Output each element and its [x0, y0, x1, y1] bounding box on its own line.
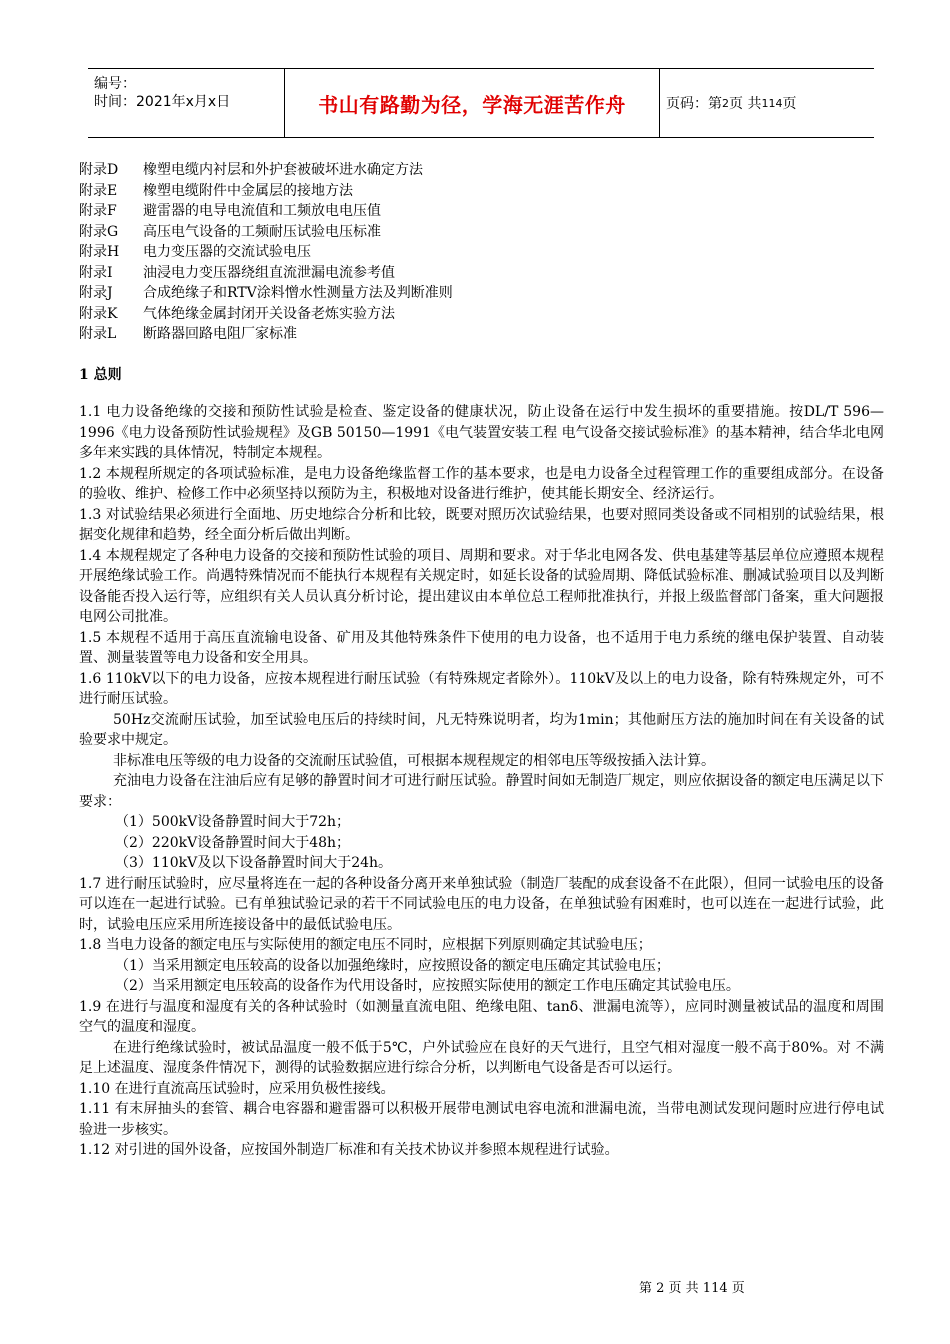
page-mid: 页 共	[729, 96, 762, 112]
appendix-title: 避雷器的电导电流值和工频放电电压值	[143, 203, 381, 219]
header-page-info	[666, 69, 874, 137]
appendix-item	[79, 181, 884, 202]
paragraph: 1.6 110kV以下的电力设备，应按本规程进行耐压试验（有特殊规定者除外）。110kV及以上的电力设备，除有特殊规定外，可不进行耐压试验。	[79, 670, 884, 707]
appendix-key: 附录F	[79, 203, 117, 219]
appendix-title: 气体绝缘金属封闭开关设备老炼实验方法	[143, 305, 395, 322]
appendix-item	[79, 222, 884, 243]
header-motto: 书山有路勤为径，学海无涯苦作舟	[284, 69, 660, 137]
paragraph: 非标准电压等级的电力设备的交流耐压试验值，可根据本规程规定的相邻电压等级按插入法计算。	[113, 752, 715, 769]
appendix-key: 附录I	[79, 264, 113, 281]
paragraph: 在进行绝缘试验时，被试品温度一般不低于5℃，户外试验应在良好的天气进行，且空气相对湿度一般不高于80%。对 不满足上述温度、湿度条件情况下，测得的试验数据应进行综合分析，以判断电气设备是否可以运行。	[79, 1039, 884, 1076]
appendix-key: 附录H	[79, 244, 120, 260]
paragraph: （3）110kV及以下设备静置时间大于24h。	[115, 855, 393, 871]
header-meta	[88, 69, 284, 137]
section-paragraphs	[79, 402, 884, 1161]
section-title: 1 总则	[79, 366, 122, 383]
paragraph: 1.5 本规程不适用于高压直流输电设备、矿用及其他特殊条件下使用的电力设备，也不适用于电力系统的继电保护装置、自动装置、测量装置等电力设备和安全用具。	[79, 629, 884, 666]
paragraph: 1.8 当电力设备的额定电压与实际使用的额定电压不同时，应根据下列原则确定其试验电压；	[79, 937, 652, 953]
paragraph: 充油电力设备在注油后应有足够的静置时间才可进行耐压试验。静置时间如无制造厂规定，则应依据设备的额定电压满足以下要求：	[79, 773, 884, 810]
appendix-key: 附录G	[79, 223, 119, 240]
page-footer: 第 2 页 共 114 页	[639, 1281, 745, 1296]
paragraph: 1.9 在进行与温度和湿度有关的各种试验时（如测量直流电阻、绝缘电阻、tanδ、泄漏电流等），应同时测量被试品的温度和周围空气的温度和湿度。	[79, 998, 884, 1035]
paragraph: 1.7 进行耐压试验时，应尽量将连在一起的各种设备分离开来单独试验（制造厂装配的成套设备不在此限），但同一试验电压的设备可以连在一起进行试验。已有单独试验记录的若干不同试验电压的电力设备，在单独试验有困难时，也可以连在一起进行试验，此时，试验电压应采用所连接设备中的最低试验电压。	[79, 875, 884, 933]
paragraph: 50Hz交流耐压试验，加至试验电压后的持续时间，凡无特殊说明者，均为1min；其他耐压方法的施加时间在有关设备的试验要求中规定。	[79, 711, 884, 748]
appendix-list	[79, 160, 884, 345]
appendix-item	[79, 160, 884, 181]
paragraph: （2）220kV设备静置时间大于48h；	[115, 834, 351, 851]
appendix-key: 附录J	[79, 285, 113, 301]
appendix-title: 合成绝缘子和RTV涂料憎水性测量方法及判断准则	[143, 285, 453, 301]
appendix-item	[79, 304, 884, 325]
doc-time-label: 时间：2021年x月x日	[94, 94, 231, 110]
appendix-item	[79, 283, 884, 304]
page-total: 114	[761, 96, 783, 110]
paragraph: 1.1 电力设备绝缘的交接和预防性试验是检查、鉴定设备的健康状况，防止设备在运行中发生损坏的重要措施。按DL/T 596—1996《电力设备预防性试验规程》及GB 50150—1991《电气装置安装工程 电气设备交接试验标准》的基本精神，结合华北电网多年来实践的具体情况，特制定本规程。	[79, 404, 884, 461]
appendix-title: 橡塑电缆附件中金属层的接地方法	[143, 182, 353, 199]
appendix-title: 高压电气设备的工频耐压试验电压标准	[143, 223, 381, 240]
appendix-item	[79, 201, 884, 222]
paragraph: 1.11 有末屏抽头的套管、耦合电容器和避雷器可以积极开展带电测试电容电流和泄漏电流，当带电测试发现问题时应进行停电试验进一步核实。	[79, 1101, 884, 1138]
appendix-item	[79, 242, 884, 263]
paragraph: 1.2 本规程所规定的各项试验标准，是电力设备绝缘监督工作的基本要求，也是电力设备全过程管理工作的重要组成部分。在设备的验收、维护、检修工作中必须坚持以预防为主，积极地对设备进行维护，使其能长期安全、经济运行。	[79, 465, 884, 502]
paragraph: （1）500kV设备静置时间大于72h；	[115, 814, 351, 830]
page-number: 2	[722, 96, 729, 110]
appendix-title: 橡塑电缆内衬层和外护套被破坏进水确定方法	[143, 162, 423, 178]
page-suffix: 页	[782, 96, 797, 112]
appendix-title: 电力变压器的交流试验电压	[143, 244, 311, 260]
page-prefix: 页码：第	[666, 96, 722, 112]
appendix-title: 油浸电力变压器绕组直流泄漏电流参考值	[143, 264, 395, 281]
page-header	[88, 68, 874, 138]
paragraph: 1.4 本规程规定了各种电力设备的交接和预防性试验的项目、周期和要求。对于华北电网各发、供电基建等基层单位应遵照本规程开展绝缘试验工作。尚遇特殊情况而不能执行本规程有关规定时，如延长设备的试验周期、降低试验标准、删减试验项目以及判断设备能否投入运行等，应组织有关人员认真分析讨论，提出建议由本单位总工程师批准执行，并报上级监督部门备案，重大问题报电网公司批准。	[79, 547, 884, 625]
paragraph: 1.10 在进行直流高压试验时，应采用负极性接线。	[79, 1080, 395, 1097]
paragraph: （2）当采用额定电压较高的设备作为代用设备时，应按照实际使用的额定工作电压确定其试验电压。	[115, 978, 740, 994]
paragraph: 1.3 对试验结果必须进行全面地、历史地综合分析和比较，既要对照历次试验结果，也要对照同类设备或不同相别的试验结果，根据变化规律和趋势，经全面分析后做出判断。	[79, 506, 884, 543]
paragraph: （1）当采用额定电压较高的设备以加强绝缘时，应按照设备的额定电压确定其试验电压；	[115, 957, 670, 974]
appendix-title: 断路器回路电阻厂家标准	[143, 326, 297, 342]
appendix-item	[79, 263, 884, 284]
doc-number-label: 编号：	[94, 76, 136, 92]
appendix-item	[79, 324, 884, 345]
appendix-key: 附录K	[79, 305, 118, 322]
appendix-key: 附录E	[79, 182, 118, 199]
document-body	[79, 160, 884, 1161]
paragraph: 1.12 对引进的国外设备，应按国外制造厂标准和有关技术协议并参照本规程进行试验。	[79, 1142, 619, 1158]
appendix-key: 附录L	[79, 326, 117, 342]
appendix-key: 附录D	[79, 162, 119, 178]
